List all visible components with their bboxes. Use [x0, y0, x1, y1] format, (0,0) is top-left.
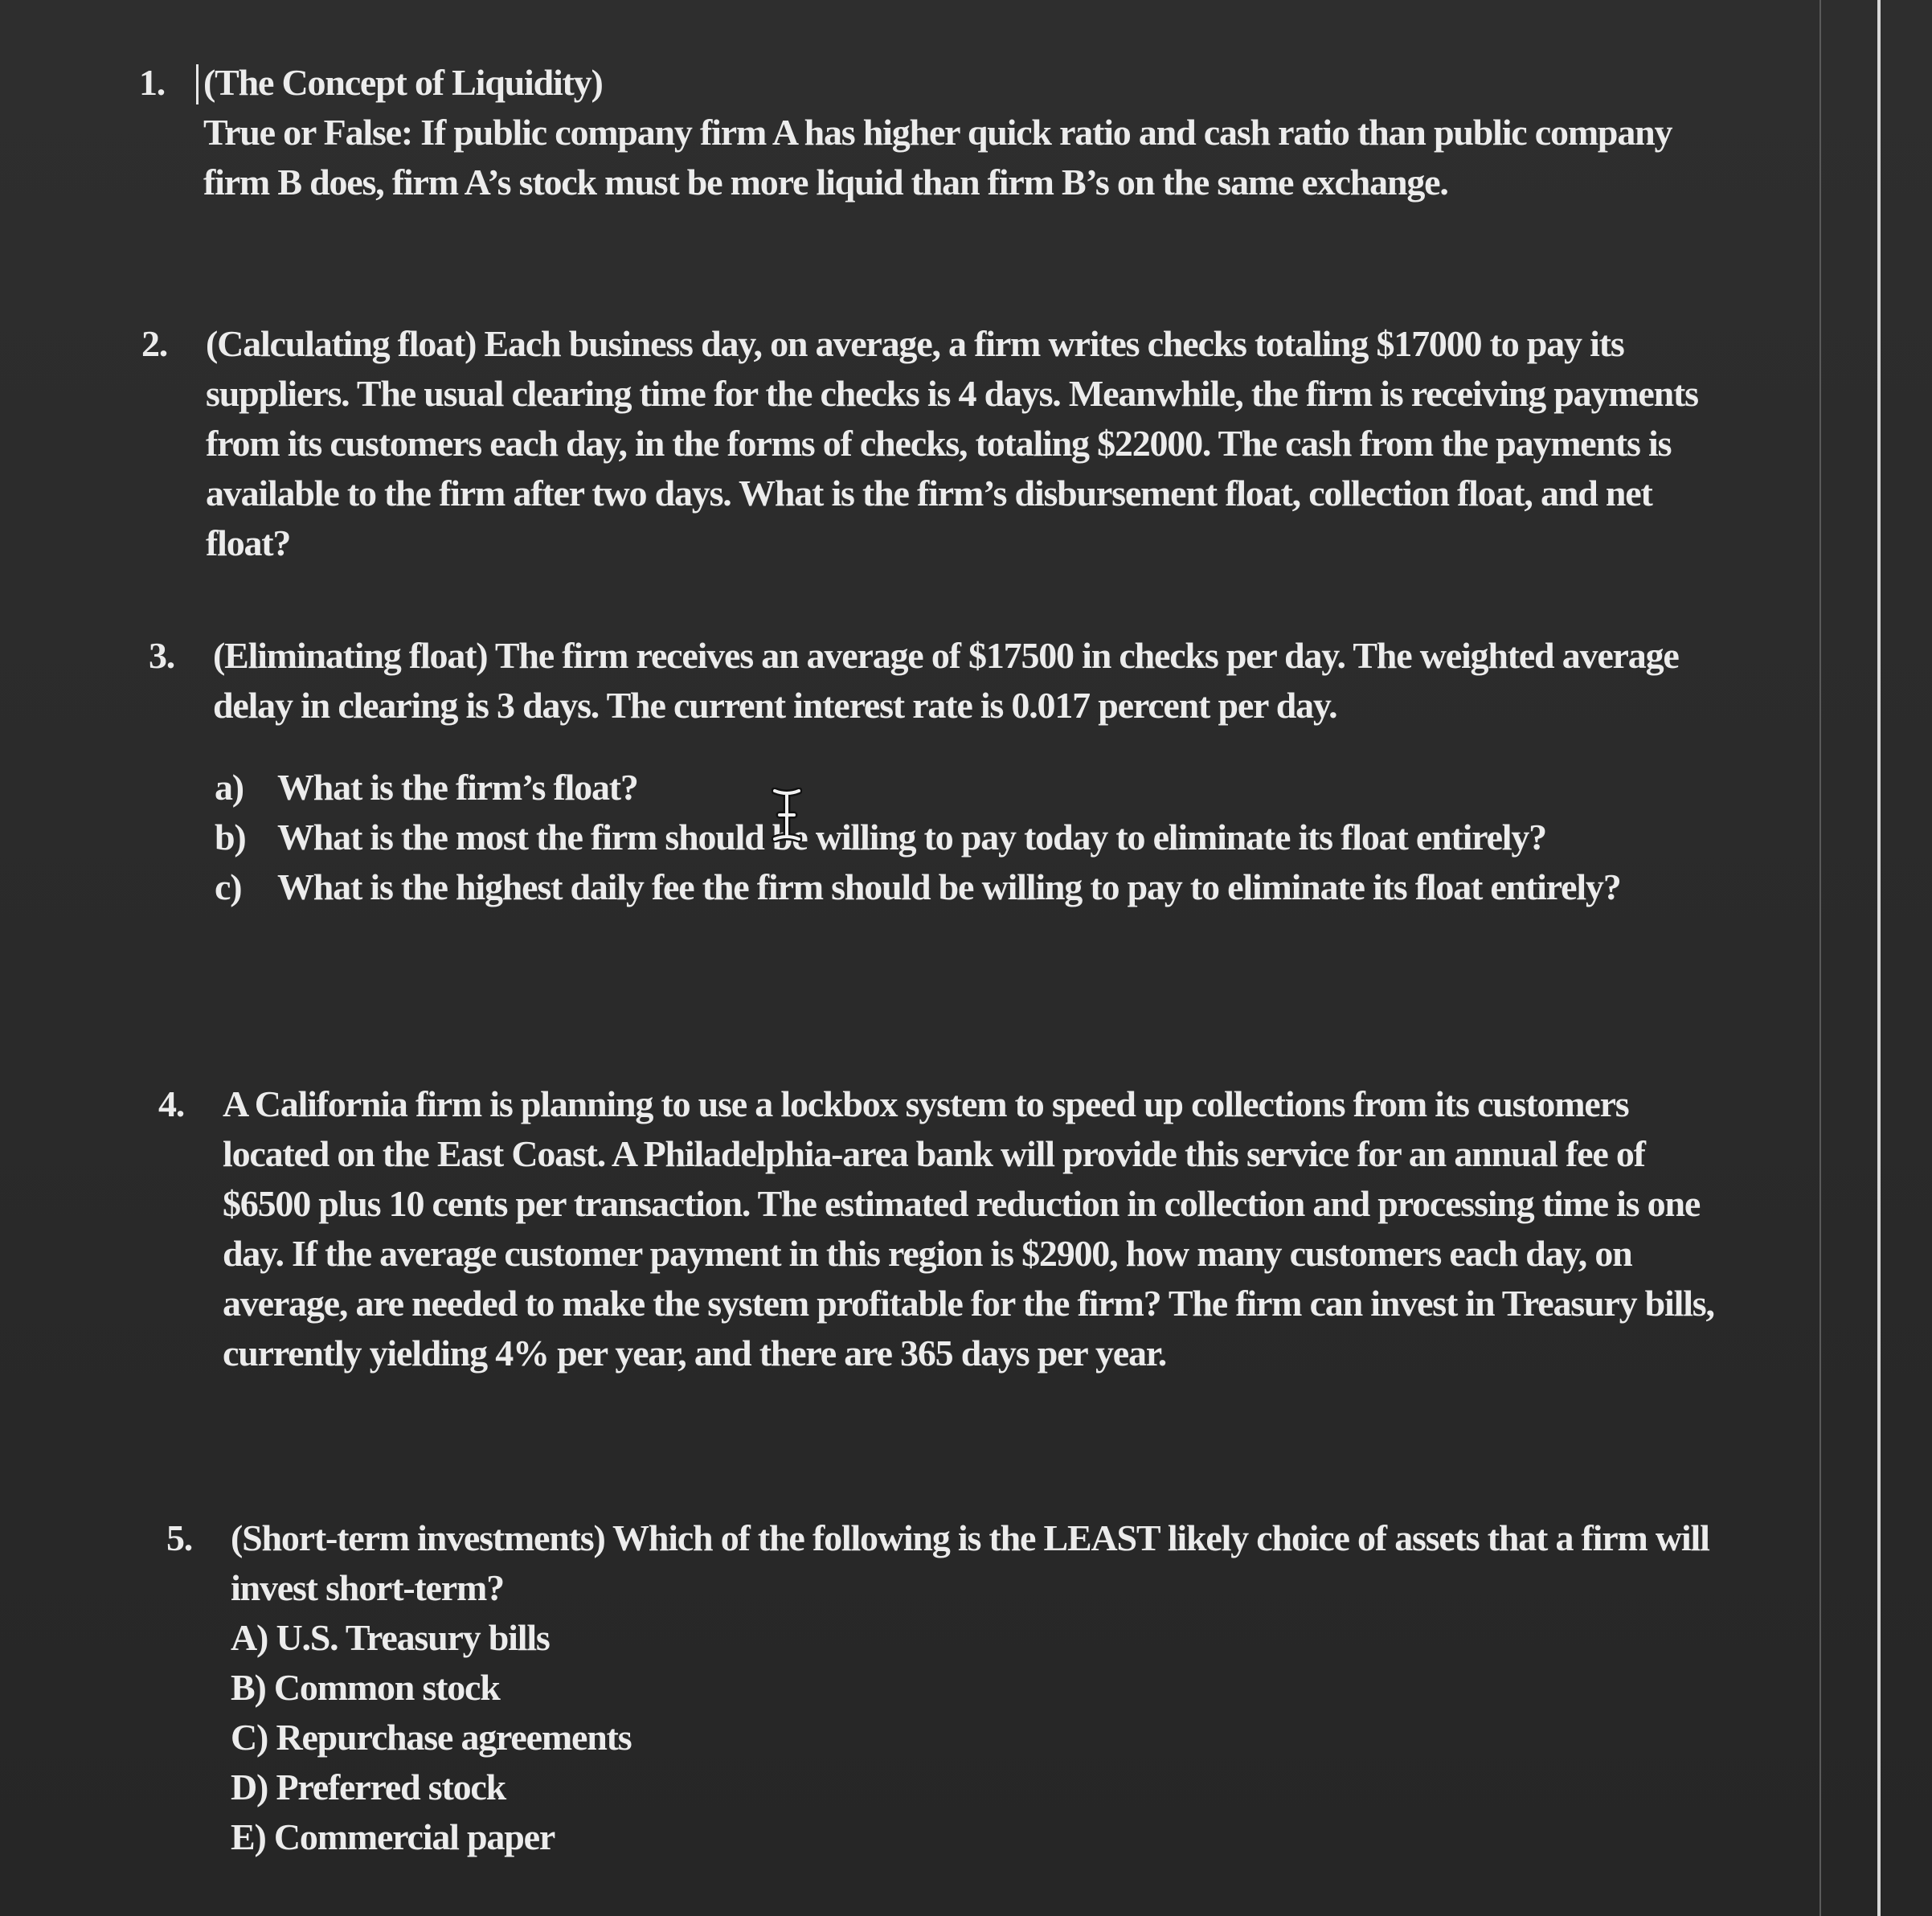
question-title: (Eliminating float)	[213, 635, 495, 676]
text-caret	[196, 64, 199, 104]
question-2	[141, 319, 1701, 568]
question-number: 2.	[141, 323, 168, 364]
sub-question-c	[213, 862, 1708, 912]
question-1	[139, 58, 1698, 207]
sub-question-label: b)	[215, 817, 246, 858]
question-3	[149, 631, 1708, 912]
choice-a: A) U.S. Treasury bills	[231, 1617, 550, 1658]
question-text: The firm receives an average of $17500 in checks per day. The weighted average delay in clearing is 3 days. The current interest rate is 0.017 percent per day.	[213, 635, 1679, 726]
sub-question-text: What is the highest daily fee the firm should be willing to pay to eliminate its float entirely?	[277, 866, 1621, 907]
question-title: (Short-term investments)	[231, 1517, 613, 1558]
question-text: Which of the following is the LEAST likely choice of assets that a firm will invest short-term?	[231, 1517, 1709, 1608]
choice-d: D) Preferred stock	[231, 1767, 506, 1808]
i-beam-cursor-icon	[772, 788, 802, 842]
question-5	[166, 1513, 1725, 1862]
question-4	[158, 1079, 1717, 1378]
choice-b: B) Common stock	[231, 1667, 500, 1708]
question-number: 5.	[166, 1517, 193, 1558]
sub-question-b	[213, 813, 1708, 862]
sub-question-a	[213, 763, 1708, 813]
question-number: 1.	[139, 62, 166, 103]
question-number: 4.	[158, 1083, 185, 1124]
sub-question-list	[213, 763, 1708, 912]
sub-question-label: c)	[215, 866, 242, 907]
question-text: True or False: If public company firm A has higher quick ratio and cash ratio than public company firm B does, firm A’s stock must be more liquid than firm B’s on the same exchange.	[203, 112, 1672, 203]
choice-e: E) Commercial paper	[231, 1816, 555, 1857]
question-text: A California firm is planning to use a lockbox system to speed up collections from its customers located on the East Coast. A Philadelphia-area bank will provide this service for an annual fee of $6500 plus 10 cents per transaction. The estimated reduction in collection and processing time is one day. If the average customer payment in this region is $2900, how many customers each day, on average, are needed to make the system profitable for the firm? The firm can invest in Treasury bills, currently yielding 4% per year, and there are 365 days per year.	[223, 1083, 1714, 1374]
question-title: (The Concept of Liquidity)	[203, 62, 603, 103]
question-text: Each business day, on average, a firm writes checks totaling $17000 to pay its suppliers. The usual clearing time for the checks is 4 days. Meanwhile, the firm is receiving payments from its customers each day, in the forms of checks, totaling $22000. The cash from the payments is available to the firm after two days. What is the firm’s disbursement float, collection float, and net float?	[206, 323, 1698, 563]
question-number: 3.	[149, 635, 175, 676]
sub-question-text: What is the firm’s float?	[277, 767, 638, 808]
question-title: (Calculating float)	[206, 323, 485, 364]
sub-question-text: What is the most the firm should be willing to pay today to eliminate its float entirely?	[277, 817, 1546, 858]
sub-question-label: a)	[215, 767, 244, 808]
answer-choices	[231, 1613, 1725, 1862]
choice-c: C) Repurchase agreements	[231, 1717, 632, 1758]
